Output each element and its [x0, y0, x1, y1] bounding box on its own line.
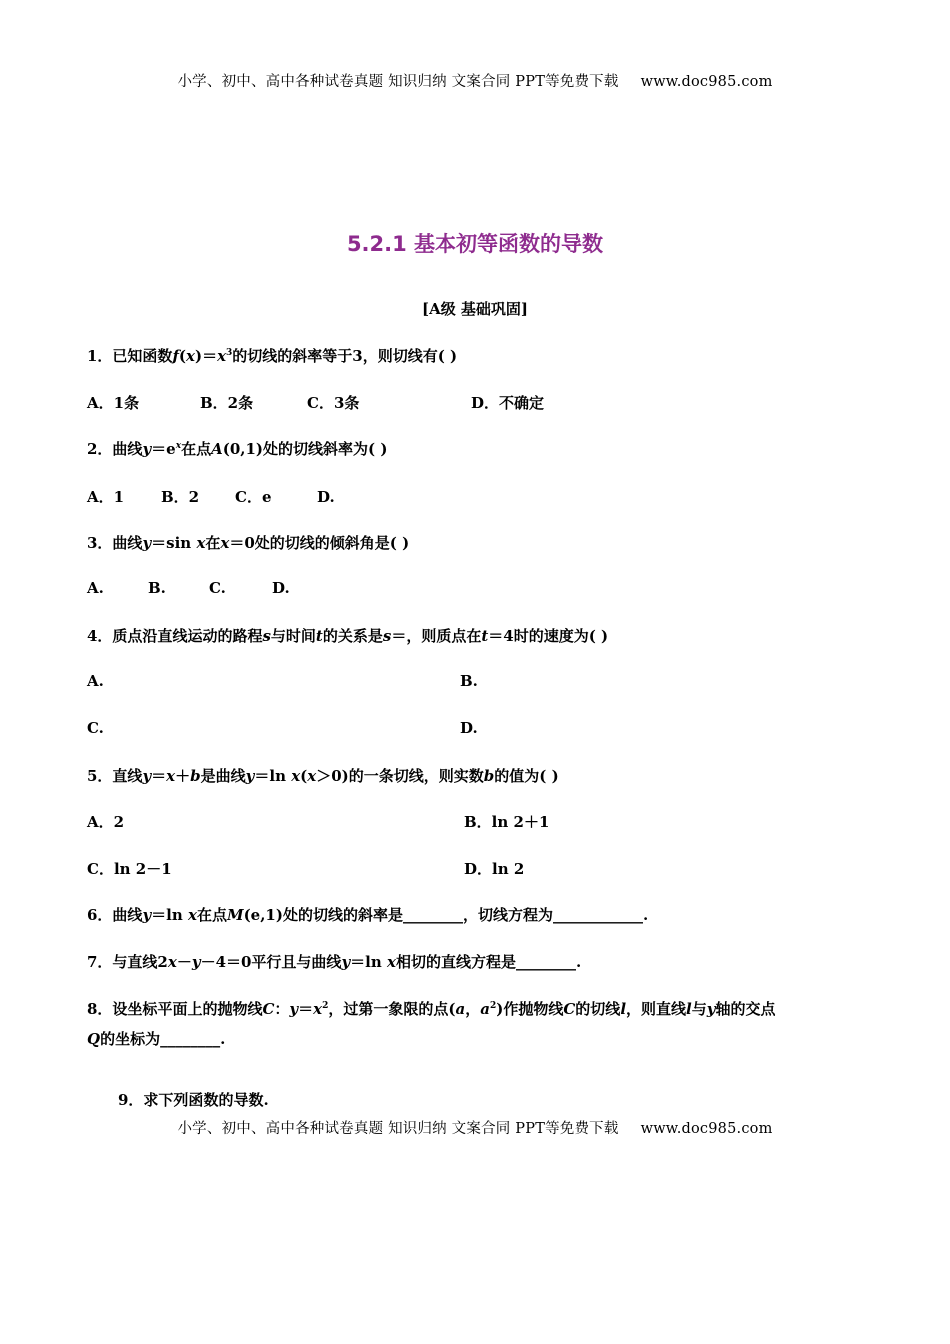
- option-d[interactable]: D．ln 2: [464, 860, 525, 878]
- question-3-options: [87, 579, 290, 597]
- option-c[interactable]: C．e: [235, 488, 272, 506]
- option-d[interactable]: D．不确定: [471, 394, 545, 412]
- option-b[interactable]: B．2: [161, 488, 200, 506]
- header-text: 小学、初中、高中各种试卷真题 知识归纳 文案合同 PPT等免费下载: [177, 74, 619, 90]
- option-b[interactable]: B．ln 2＋1: [464, 813, 550, 831]
- question-1-options: [87, 392, 544, 413]
- question-7: 7．与直线2x－y－4＝0平行且与曲线y＝ln x相切的直线方程是________.: [87, 953, 582, 971]
- question-2-options: [87, 486, 335, 507]
- question-6: 6．曲线y＝ln x在点M(e,1)处的切线的斜率是________，切线方程为____________.: [87, 906, 649, 924]
- header-url[interactable]: www.doc985.com: [640, 74, 773, 90]
- option-b[interactable]: B.: [148, 579, 166, 597]
- page-header: [0, 70, 950, 91]
- question-3: 3．曲线y＝sin x在x＝0处的切线的倾斜角是( ): [87, 534, 410, 552]
- option-c[interactable]: C.: [209, 579, 226, 597]
- question-8: 8．设坐标平面上的抛物线C：$y=x^2$，过第一象限的点(a，$a^2$)作抛物线C的切线l，则直线l与y轴的交点: [87, 1000, 776, 1018]
- question-9: 9．求下列函数的导数.: [118, 1091, 269, 1109]
- question-1: 1．已知函数$f(x)=x^3$的切线的斜率等于3，则切线有( ): [87, 347, 458, 365]
- option-c[interactable]: C．3条: [307, 394, 360, 412]
- footer-url[interactable]: www.doc985.com: [640, 1121, 773, 1137]
- option-c[interactable]: C．ln 2－1: [87, 860, 172, 878]
- question-5: 5．直线y＝x＋b是曲线y＝ln x(x＞0)的一条切线，则实数b的值为( ): [87, 767, 559, 785]
- option-c[interactable]: C.: [87, 719, 104, 737]
- section-heading: [A级 基础巩固]: [421, 300, 529, 318]
- page-footer: [0, 1117, 950, 1138]
- page-title: 5.2.1 基本初等函数的导数: [346, 232, 604, 256]
- option-a[interactable]: A．1条: [87, 394, 140, 412]
- option-a[interactable]: A.: [87, 672, 104, 690]
- option-a[interactable]: A．2: [87, 813, 125, 831]
- option-b[interactable]: B．2条: [200, 394, 254, 412]
- option-b[interactable]: B.: [460, 672, 478, 690]
- option-a[interactable]: A．1: [87, 488, 125, 506]
- footer-text: 小学、初中、高中各种试卷真题 知识归纳 文案合同 PPT等免费下载: [177, 1121, 619, 1137]
- question-2: 2．曲线$y=e^x$在点A(0,1)处的切线斜率为( ): [87, 440, 388, 458]
- question-8-line-2: Q的坐标为________.: [87, 1030, 226, 1048]
- option-d[interactable]: D.: [460, 719, 478, 737]
- option-d[interactable]: D.: [272, 579, 290, 597]
- option-a[interactable]: A.: [87, 579, 104, 597]
- question-4: 4．质点沿直线运动的路程s与时间t的关系是s＝，则质点在t＝4时的速度为( ): [87, 627, 609, 645]
- option-d[interactable]: D.: [317, 488, 335, 506]
